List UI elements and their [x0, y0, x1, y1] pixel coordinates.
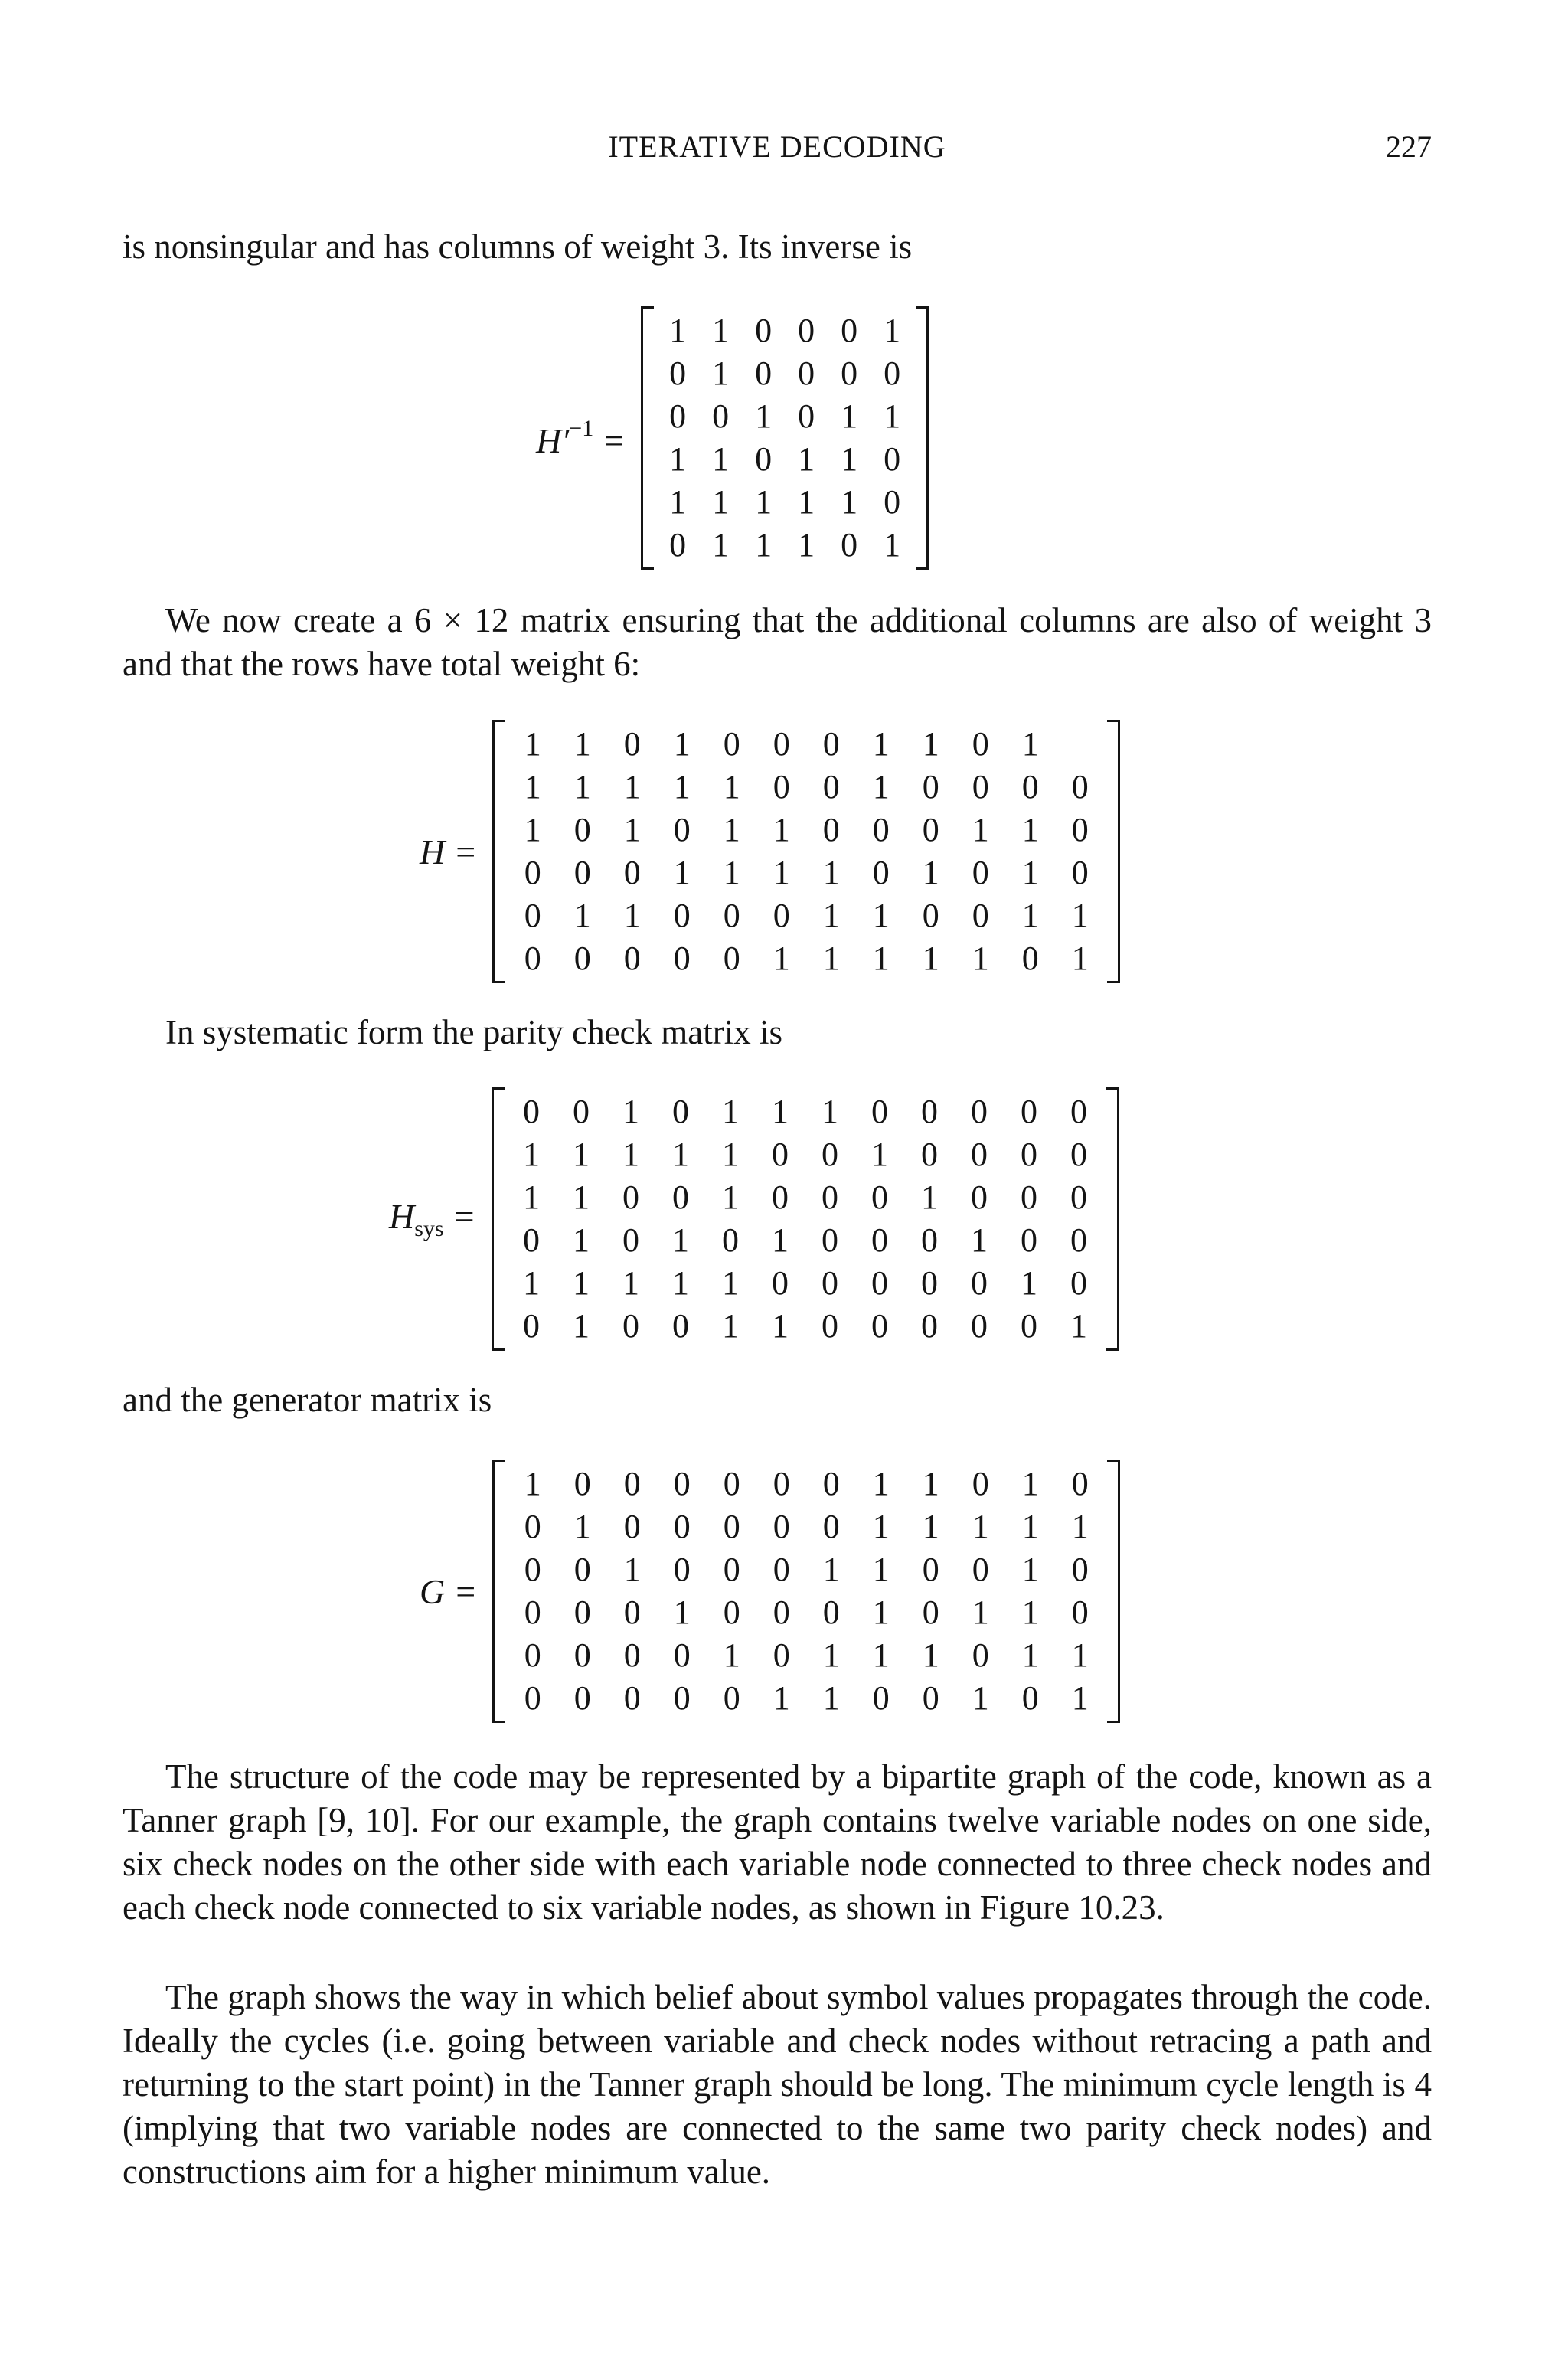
- matrix-cell: 0: [623, 940, 641, 977]
- matrix-cell: 1: [669, 440, 687, 478]
- matrix-cell: 0: [798, 312, 815, 349]
- equals-sign: =: [456, 832, 476, 871]
- matrix-cell: 0: [1071, 854, 1089, 891]
- matrix-cell: 1: [822, 1093, 839, 1130]
- matrix-cell: 1: [822, 1636, 840, 1674]
- matrix-cell: 0: [622, 1178, 640, 1216]
- paragraph-1: is nonsingular and has columns of weight 3. Its inverse is: [122, 227, 913, 266]
- matrix-cell: 0: [884, 355, 901, 392]
- matrix-cell: 1: [573, 1178, 590, 1216]
- matrix-symbol: H′: [536, 420, 570, 460]
- matrix-cell: 1: [798, 440, 815, 478]
- matrix-cell: 1: [773, 811, 790, 848]
- matrix-cell: 1: [822, 897, 840, 934]
- matrix-cell: 1: [573, 897, 591, 934]
- matrix-cell: 1: [524, 811, 541, 848]
- matrix-cell: 1: [841, 483, 858, 521]
- matrix-cell: 0: [773, 1551, 790, 1588]
- matrix-h: [492, 720, 1120, 983]
- matrix-cell: 1: [1021, 897, 1039, 934]
- matrix-cell: 0: [1021, 1093, 1038, 1130]
- matrix-cell: 1: [884, 526, 901, 564]
- matrix-cell: 0: [573, 940, 591, 977]
- matrix-cell: 1: [972, 1508, 989, 1545]
- matrix-cell: 0: [673, 940, 691, 977]
- matrix-cell: 1: [822, 854, 840, 891]
- matrix-cell: 1: [622, 1093, 640, 1130]
- matrix-cell: 0: [623, 1508, 641, 1545]
- matrix-cell: 1: [798, 483, 815, 521]
- matrix-cell: 1: [772, 1093, 789, 1130]
- matrix-cell: 1: [573, 1136, 590, 1173]
- matrix-cell: 0: [1021, 1679, 1039, 1717]
- matrix-cell: 0: [972, 897, 989, 934]
- matrix-cell: 0: [672, 1178, 690, 1216]
- equals-sign: =: [604, 420, 625, 460]
- matrix-cell: 1: [523, 1178, 541, 1216]
- matrix-cell: 0: [922, 811, 939, 848]
- matrix-cell: 1: [673, 768, 691, 806]
- matrix-cell: 0: [971, 1178, 988, 1216]
- matrix-cell: 1: [723, 768, 740, 806]
- matrix-cell: 0: [921, 1264, 939, 1302]
- matrix-cell: 1: [712, 440, 730, 478]
- matrix-cell: 0: [822, 1307, 839, 1345]
- matrix-cell: 1: [722, 1093, 740, 1130]
- matrix-cell: 0: [723, 1465, 740, 1502]
- matrix-cell: 1: [623, 1551, 641, 1588]
- matrix-cell: 0: [773, 1508, 790, 1545]
- matrix-cell: 1: [755, 483, 773, 521]
- matrix-cell: 1: [573, 768, 591, 806]
- matrix-cell: 0: [922, 1679, 939, 1717]
- matrix-cell: 0: [573, 811, 591, 848]
- matrix-cell: 0: [822, 1594, 840, 1631]
- matrix-cell: 0: [841, 355, 858, 392]
- matrix-cell: 1: [673, 725, 691, 763]
- matrix-cell: 1: [921, 1178, 939, 1216]
- matrix-cell: 1: [524, 725, 541, 763]
- matrix-cell: 1: [922, 1636, 939, 1674]
- matrix-cell: 1: [722, 1136, 740, 1173]
- equation-h-inverse: [536, 306, 929, 570]
- matrix-cell: 0: [921, 1093, 939, 1130]
- matrix-cell: 1: [722, 1178, 740, 1216]
- matrix-cell: 0: [972, 768, 989, 806]
- equation-lhs: [420, 832, 475, 872]
- matrix-cell: 0: [573, 1093, 590, 1130]
- matrix-cell: 1: [872, 1594, 890, 1631]
- matrix-cell: 0: [524, 1594, 541, 1631]
- matrix-cell: 0: [622, 1221, 640, 1259]
- matrix-cell: 0: [723, 940, 740, 977]
- matrix-cell: 1: [872, 940, 890, 977]
- matrix-cell: 1: [623, 768, 641, 806]
- matrix-cell: 1: [1021, 725, 1039, 763]
- matrix-cell: 1: [1071, 940, 1089, 977]
- matrix-cell: 0: [871, 1221, 889, 1259]
- matrix-cell: 1: [524, 768, 541, 806]
- matrix-subscript: sys: [414, 1216, 444, 1241]
- paragraph-5: The structure of the code may be represented by a bipartite graph of the code, known as a Tanner graph [9, 10]. For our example, the graph contains twelve variable nodes on one side, six check nodes on the other side with each variable node connected to three check nodes and each check node connected to six variable nodes, as shown in Figure 10.23.: [122, 1757, 1432, 1927]
- matrix-cell: 1: [972, 940, 989, 977]
- matrix-cell: 0: [841, 312, 858, 349]
- matrix-cell: 1: [972, 1594, 989, 1631]
- matrix-cell: 0: [822, 1221, 839, 1259]
- matrix-cell: 0: [1070, 1136, 1088, 1173]
- matrix-cell: 0: [712, 397, 730, 435]
- matrix-cell: 1: [773, 1679, 790, 1717]
- equation-g: [420, 1460, 1120, 1723]
- matrix-cell: 0: [1071, 1594, 1089, 1631]
- matrix-cell: 1: [922, 854, 939, 891]
- matrix-cell: 1: [722, 1264, 740, 1302]
- matrix-cell: 0: [1071, 1551, 1089, 1588]
- matrix-cell: 1: [755, 397, 773, 435]
- matrix-cell: 0: [822, 768, 840, 806]
- equation-lhs: [536, 416, 624, 461]
- matrix-cell: 1: [872, 1551, 890, 1588]
- matrix-cell: 0: [669, 355, 687, 392]
- matrix-cell: 0: [822, 1178, 839, 1216]
- matrix-cell: 0: [673, 1465, 691, 1502]
- matrix-cell: 1: [772, 1307, 789, 1345]
- matrix-cell: 0: [623, 1465, 641, 1502]
- matrix-superscript: −1: [569, 415, 594, 441]
- matrix-cell: 1: [798, 526, 815, 564]
- equals-sign: =: [454, 1197, 475, 1236]
- matrix-cell: 1: [1021, 811, 1039, 848]
- matrix-cell: 0: [922, 768, 939, 806]
- paragraph-4: and the generator matrix is: [122, 1381, 492, 1419]
- matrix-cell: 0: [672, 1307, 690, 1345]
- matrix-cell: 0: [922, 1594, 939, 1631]
- matrix-cell: 0: [772, 1178, 789, 1216]
- matrix-g: [492, 1460, 1120, 1723]
- matrix-cell: 1: [972, 811, 989, 848]
- matrix-cell: 0: [623, 725, 641, 763]
- matrix-cell: 0: [972, 854, 989, 891]
- matrix-cell: 1: [872, 1465, 890, 1502]
- matrix-cell: 0: [971, 1136, 988, 1173]
- matrix-cell: 1: [1021, 1636, 1039, 1674]
- matrix-cell: 0: [872, 854, 890, 891]
- matrix-cell: 0: [669, 397, 687, 435]
- equation-h: [420, 720, 1120, 983]
- matrix-cell: 1: [573, 1508, 591, 1545]
- matrix-cell: 0: [884, 440, 901, 478]
- matrix-cell: 1: [841, 440, 858, 478]
- matrix-cell: 0: [1021, 1307, 1038, 1345]
- matrix-cell: 1: [972, 1679, 989, 1717]
- matrix-cell: 0: [772, 1136, 789, 1173]
- matrix-cell: 1: [523, 1136, 541, 1173]
- matrix-cell: 0: [672, 1093, 690, 1130]
- matrix-h-sys: [492, 1087, 1119, 1351]
- matrix-cell: 1: [1021, 1508, 1039, 1545]
- matrix-cell: 0: [798, 397, 815, 435]
- matrix-cell: 1: [712, 526, 730, 564]
- matrix-cell: 0: [524, 1636, 541, 1674]
- matrix-cell: 0: [773, 897, 790, 934]
- matrix-cell: 1: [672, 1136, 690, 1173]
- matrix-cell: 1: [922, 1508, 939, 1545]
- matrix-cell: 1: [1071, 1508, 1089, 1545]
- matrix-cell: 0: [723, 1551, 740, 1588]
- matrix-cell: 0: [1070, 1264, 1088, 1302]
- matrix-cell: 0: [723, 897, 740, 934]
- matrix-cell: 0: [1070, 1178, 1088, 1216]
- matrix-cell: 1: [772, 1221, 789, 1259]
- matrix-cell: 0: [623, 854, 641, 891]
- matrix-cell: 0: [871, 1093, 889, 1130]
- matrix-cell: 0: [773, 1594, 790, 1631]
- running-head: ITERATIVE DECODING: [608, 129, 946, 164]
- matrix-cell: 1: [673, 854, 691, 891]
- matrix-cell: 1: [871, 1136, 889, 1173]
- matrix-cell: 0: [573, 1594, 591, 1631]
- matrix-cell: 0: [573, 1636, 591, 1674]
- matrix-cell: 0: [573, 1679, 591, 1717]
- matrix-cell: 0: [872, 811, 890, 848]
- matrix-cell: 0: [755, 312, 773, 349]
- matrix-cell: 0: [822, 811, 840, 848]
- matrix-cell: 0: [722, 1221, 740, 1259]
- matrix-cell: 1: [773, 854, 790, 891]
- matrix-cell: 0: [871, 1307, 889, 1345]
- page-number: 227: [1386, 129, 1432, 164]
- matrix-cell: 0: [922, 897, 939, 934]
- matrix-cell: 1: [573, 1264, 590, 1302]
- matrix-symbol: H: [389, 1197, 415, 1236]
- matrix-cell: 0: [669, 526, 687, 564]
- matrix-cell: 1: [1021, 1264, 1038, 1302]
- matrix-cell: 1: [672, 1221, 690, 1259]
- matrix-cell: 0: [755, 440, 773, 478]
- matrix-cell: 1: [1071, 1679, 1089, 1717]
- matrix-symbol: H: [420, 832, 446, 871]
- matrix-cell: 1: [872, 725, 890, 763]
- matrix-cell: 1: [1071, 1636, 1089, 1674]
- matrix-cell: 1: [872, 1636, 890, 1674]
- matrix-cell: 0: [922, 1551, 939, 1588]
- matrix-cell: 1: [755, 526, 773, 564]
- matrix-cell: 1: [573, 1307, 590, 1345]
- matrix-cell: 0: [623, 1594, 641, 1631]
- matrix-cell: 0: [1021, 1221, 1038, 1259]
- matrix-cell: 0: [623, 1636, 641, 1674]
- matrix-cell: 1: [669, 483, 687, 521]
- matrix-cell: 0: [1021, 1178, 1038, 1216]
- matrix-cell: 1: [1021, 1551, 1039, 1588]
- equation-lhs: [420, 1571, 475, 1612]
- matrix-cell: 0: [673, 811, 691, 848]
- page-header: [122, 129, 1432, 175]
- matrix-cell: 0: [1021, 768, 1039, 806]
- matrix-cell: 0: [841, 526, 858, 564]
- matrix-cell: 0: [1071, 811, 1089, 848]
- matrix-cell: 1: [872, 768, 890, 806]
- matrix-cell: 0: [524, 897, 541, 934]
- matrix-cell: 0: [1070, 1093, 1088, 1130]
- matrix-cell: 0: [523, 1307, 541, 1345]
- matrix-cell: 0: [755, 355, 773, 392]
- matrix-cell: 0: [623, 1679, 641, 1717]
- matrix-cell: 0: [972, 1551, 989, 1588]
- matrix-cell: 1: [723, 811, 740, 848]
- matrix-cell: 0: [773, 768, 790, 806]
- paragraph-6: The graph shows the way in which belief about symbol values propagates through the code. Ideally the cycles (i.e. going between variable and check nodes without retracing a path and returning to the start point) in the Tanner graph should be long. The minimum cycle length is 4 (implying that two variable nodes are connected to the same two parity check nodes) and constructions aim for a higher minimum value.: [122, 1978, 1432, 2191]
- matrix-cell: 0: [822, 1465, 840, 1502]
- matrix-cell: 1: [872, 1508, 890, 1545]
- matrix-cell: 0: [1070, 1221, 1088, 1259]
- matrix-cell: 1: [884, 397, 901, 435]
- matrix-cell: 1: [712, 483, 730, 521]
- matrix-cell: 0: [573, 1551, 591, 1588]
- matrix-cell: 0: [1021, 1136, 1038, 1173]
- matrix-cell: 0: [772, 1264, 789, 1302]
- matrix-cell: 0: [573, 854, 591, 891]
- matrix-cell: 1: [773, 940, 790, 977]
- matrix-cell: 1: [922, 940, 939, 977]
- matrix-cell: 0: [1071, 1465, 1089, 1502]
- matrix-cell: 0: [523, 1221, 541, 1259]
- matrix-cell: 0: [524, 940, 541, 977]
- matrix-cell: 0: [573, 1465, 591, 1502]
- matrix-cell: 0: [673, 897, 691, 934]
- matrix-cell: 1: [723, 1636, 740, 1674]
- matrix-cell: 0: [971, 1093, 988, 1130]
- matrix-cell: 1: [723, 854, 740, 891]
- matrix-cell: 0: [524, 1508, 541, 1545]
- matrix-cell: 0: [673, 1679, 691, 1717]
- matrix-cell: 1: [1021, 854, 1039, 891]
- matrix-cell: 1: [1071, 897, 1089, 934]
- matrix-cell: 0: [622, 1307, 640, 1345]
- matrix-cell: 1: [673, 1594, 691, 1631]
- matrix-cell: 1: [822, 1679, 840, 1717]
- matrix-cell: 1: [1021, 1594, 1039, 1631]
- matrix-cell: 1: [872, 897, 890, 934]
- matrix-cell: 0: [673, 1551, 691, 1588]
- matrix-cell: 0: [972, 1465, 989, 1502]
- matrix-cell: 0: [773, 1636, 790, 1674]
- matrix-cell: 0: [971, 1264, 988, 1302]
- paragraph-3: In systematic form the parity check matrix is: [165, 1013, 783, 1051]
- matrix-cell: 1: [971, 1221, 988, 1259]
- matrix-cell: 0: [971, 1307, 988, 1345]
- matrix-cell: 1: [1021, 1465, 1039, 1502]
- matrix-cell: 1: [722, 1307, 740, 1345]
- matrix-cell: 0: [822, 1136, 839, 1173]
- matrix-cell: 0: [972, 725, 989, 763]
- matrix-cell: 0: [773, 725, 790, 763]
- matrix-cell: 1: [884, 312, 901, 349]
- matrix-cell: 1: [712, 355, 730, 392]
- matrix-cell: 0: [523, 1093, 541, 1130]
- matrix-cell: 0: [884, 483, 901, 521]
- equation-lhs: [389, 1196, 475, 1242]
- matrix-cell: 1: [669, 312, 687, 349]
- matrix-cell: 0: [921, 1221, 939, 1259]
- matrix-cell: 1: [573, 1221, 590, 1259]
- matrix-cell: 0: [822, 725, 840, 763]
- matrix-cell: 1: [922, 725, 939, 763]
- matrix-cell: 1: [712, 312, 730, 349]
- matrix-cell: 0: [798, 355, 815, 392]
- matrix-cell: 0: [921, 1307, 939, 1345]
- equals-sign: =: [456, 1571, 476, 1611]
- matrix-cell: 0: [524, 1679, 541, 1717]
- matrix-cell: 0: [921, 1136, 939, 1173]
- matrix-cell: 0: [723, 1594, 740, 1631]
- matrix-symbol: G: [420, 1571, 446, 1611]
- paragraph-2: We now create a 6 × 12 matrix ensuring that the additional columns are also of weight 3 and that the rows have total weight 6:: [122, 601, 1432, 683]
- matrix-cell: 1: [672, 1264, 690, 1302]
- matrix-cell: 0: [1071, 768, 1089, 806]
- matrix-cell: 0: [822, 1508, 840, 1545]
- matrix-cell: 1: [523, 1264, 541, 1302]
- matrix-cell: 1: [841, 397, 858, 435]
- matrix-cell: 0: [871, 1178, 889, 1216]
- matrix-cell: 0: [972, 1636, 989, 1674]
- matrix-cell: 1: [573, 725, 591, 763]
- matrix-cell: 0: [872, 1679, 890, 1717]
- matrix-cell: 1: [622, 1136, 640, 1173]
- equation-h-sys: [389, 1087, 1119, 1351]
- matrix-cell: 1: [822, 1551, 840, 1588]
- matrix-cell: 0: [1021, 940, 1039, 977]
- matrix-cell: 0: [524, 854, 541, 891]
- matrix-cell: 0: [723, 725, 740, 763]
- matrix-cell: 1: [922, 1465, 939, 1502]
- matrix-cell: 1: [623, 811, 641, 848]
- matrix-cell: 0: [673, 1636, 691, 1674]
- matrix-cell: 0: [773, 1465, 790, 1502]
- matrix-cell: 1: [822, 940, 840, 977]
- matrix-cell: 0: [673, 1508, 691, 1545]
- matrix-cell: 0: [723, 1679, 740, 1717]
- matrix-cell: 0: [723, 1508, 740, 1545]
- matrix-cell: 1: [524, 1465, 541, 1502]
- matrix-cell: 0: [822, 1264, 839, 1302]
- matrix-h-inverse: [641, 306, 929, 570]
- matrix-cell: 0: [524, 1551, 541, 1588]
- matrix-cell: 1: [1070, 1307, 1088, 1345]
- matrix-cell: 0: [871, 1264, 889, 1302]
- matrix-cell: 1: [622, 1264, 640, 1302]
- matrix-cell: 1: [623, 897, 641, 934]
